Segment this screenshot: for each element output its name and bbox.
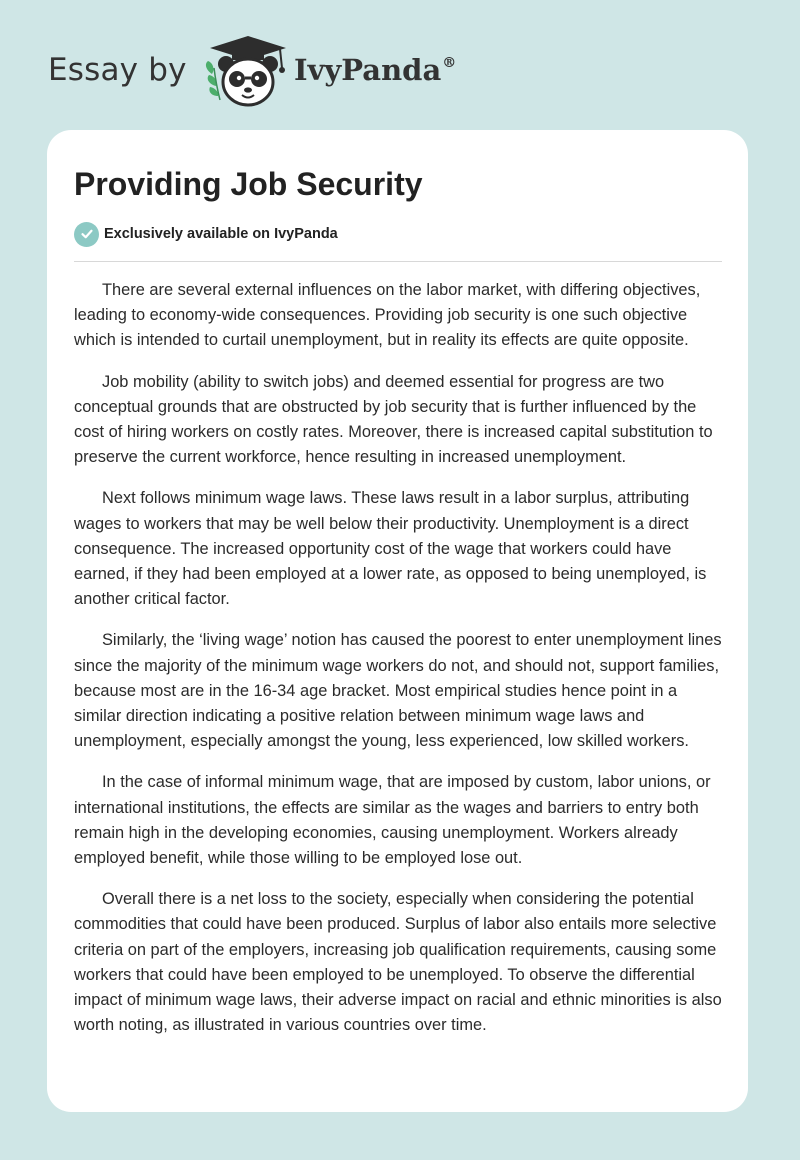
- paragraph: There are several external influences on the labor market, with differing objectives, leading to economy-wide consequences. Providing job security is one such objective which is intended to curtail unemployment, but in reality its effects are quite opposite.: [74, 281, 701, 350]
- exclusive-badge: [74, 221, 338, 247]
- paragraph: Overall there is a net loss to the society, especially when considering the potential commodities that could have been produced. Surplus of labor also entails more selective criteria on part of the employers, increasing job qualification requirements, causing some workers that could have been employed to be unemployed. To observe the differential impact of minimum wage laws, their adverse impact on racial and ethnic minorities is also worth noting, as illustrated in various countries over time.: [74, 890, 722, 1035]
- registered-mark: ®: [442, 55, 457, 71]
- paragraph: Similarly, the ‘living wage’ notion has caused the poorest to enter unemployment lines since the majority of the minimum wage workers do not, and should not, support families, because most are in the 16-34 age bracket. Most empirical studies hence point in a similar direction indicating a positive relation between minimum wage laws and unemployment, especially amongst the young, less experienced, low skilled workers.: [74, 631, 722, 751]
- page-title: Providing Job Security: [74, 166, 423, 202]
- paragraph: In the case of informal minimum wage, that are imposed by custom, labor unions, or international institutions, the effects are similar as the wages and barriers to entry both remain high in the developing economies, causing unemployment. Workers already employed benefit, while those willing to be employed lose out.: [74, 773, 711, 868]
- check-icon: [74, 222, 99, 247]
- site-header: [48, 34, 748, 114]
- essay-card: [47, 130, 748, 1112]
- brand-name[interactable]: IvyPanda®: [294, 53, 457, 87]
- essay-body: [74, 278, 724, 1054]
- paragraph: Next follows minimum wage laws. These laws result in a labor surplus, attributing wages to workers that may be well below their productivity. Unemployment is a direct consequence. The increased opportunity cost of the wage that workers could have earned, if they had been employed at a lower rate, as opposed to being unemployed, is another critical factor.: [74, 489, 707, 609]
- divider: [74, 261, 722, 262]
- paragraph: Job mobility (ability to switch jobs) and deemed essential for progress are two conceptual grounds that are obstructed by job security that is further influenced by the cost of hiring workers on costly rates. Moreover, there is increased capital substitution to preserve the current workforce, hence resulting in increased unemployment.: [74, 372, 713, 467]
- panda-logo-icon[interactable]: [198, 34, 294, 110]
- essay-by-label: Essay by: [48, 52, 187, 88]
- exclusive-label: Exclusively available on IvyPanda: [104, 226, 338, 242]
